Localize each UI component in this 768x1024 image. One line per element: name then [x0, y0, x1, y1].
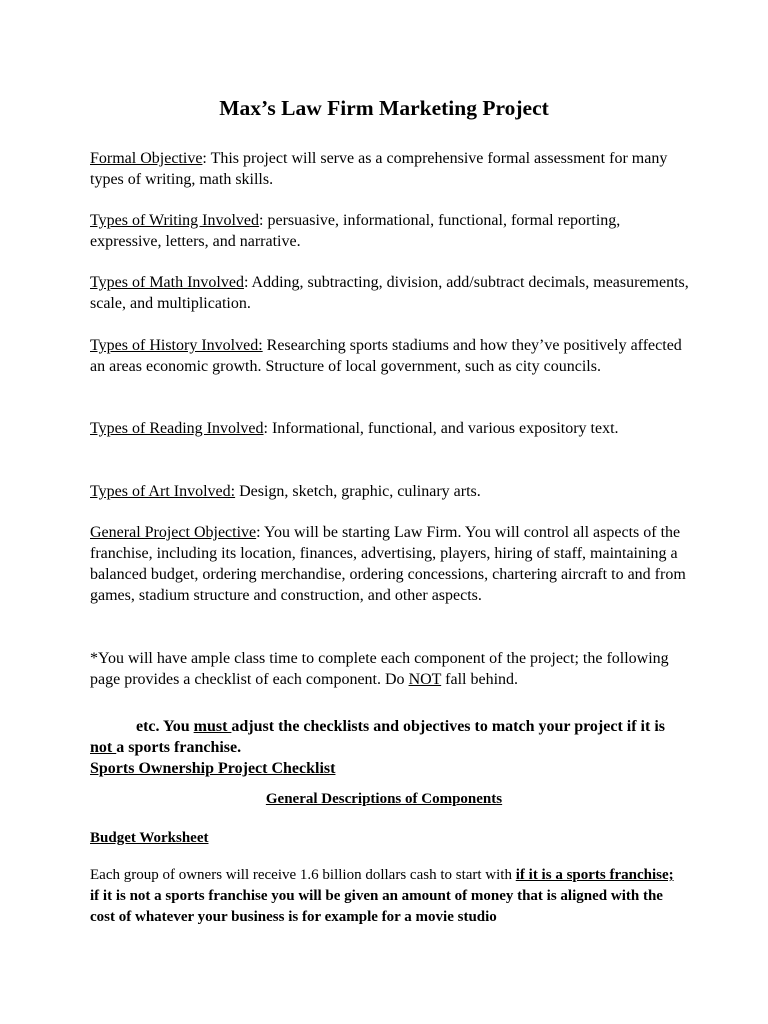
- history-text: Researching sports stadiums and how they’ve positively affected an areas economic growth. Structure of local government, such as city councils.: [90, 337, 682, 375]
- art-label: Types of Art Involved:: [90, 483, 236, 500]
- class-time-not: NOT: [408, 671, 442, 688]
- writing-label: Types of Writing Involved: [90, 212, 260, 229]
- adjust-note-must: must: [193, 718, 232, 735]
- adjust-note-paragraph: [90, 716, 690, 758]
- formal-objective-label: Formal Objective: [90, 150, 203, 167]
- formal-objective-text: : This project will serve as a comprehensive formal assessment for many types of writing, math skills.: [90, 150, 668, 188]
- art-paragraph: [90, 481, 690, 502]
- formal-objective-paragraph: [90, 148, 690, 190]
- history-paragraph: [90, 335, 690, 377]
- history-label: Types of History Involved:: [90, 337, 263, 354]
- math-label: Types of Math Involved: [90, 274, 244, 291]
- general-objective-text: : You will be starting Law Firm. You will control all aspects of the franchise, including its location, finances, advertising, players, hiring of staff, maintaining a balanced budget, ordering merchandise, ordering concessions, chartering aircraft to and from games, stadium structure and construction, and other aspects.: [90, 524, 686, 604]
- reading-paragraph: [90, 418, 690, 439]
- general-objective-paragraph: [90, 522, 690, 606]
- class-time-text-after: fall behind.: [441, 671, 519, 688]
- reading-text: : Informational, functional, and various expository text.: [263, 420, 619, 437]
- class-time-paragraph: [90, 648, 690, 690]
- writing-paragraph: [90, 210, 690, 252]
- page-title: Max’s Law Firm Marketing Project: [219, 96, 549, 120]
- checklist-heading: Sports Ownership Project Checklist: [90, 760, 336, 777]
- adjust-note-part2: adjust the checklists and objectives to match your project if it is: [231, 718, 665, 735]
- math-text: : Adding, subtracting, division, add/subtract decimals, measurements, scale, and multiplication.: [90, 274, 689, 312]
- adjust-note-part1: etc. You: [136, 718, 194, 735]
- budget-bold-rest: if it is not a sports franchise you will be given an amount of money that is aligned with the cost of whatever your business is for example for a movie studio: [90, 888, 663, 925]
- art-text: Design, sketch, graphic, culinary arts.: [235, 483, 481, 500]
- writing-text: : persuasive, informational, functional, formal reporting, expressive, letters, and narrative.: [90, 212, 621, 250]
- adjust-note-part3: a sports franchise.: [116, 739, 242, 756]
- adjust-note-not: not: [90, 739, 117, 756]
- general-objective-label: General Project Objective: [90, 524, 257, 541]
- math-paragraph: [90, 272, 690, 314]
- budget-heading: Budget Worksheet: [90, 830, 209, 846]
- components-heading: General Descriptions of Components: [265, 791, 503, 807]
- budget-text: Each group of owners will receive 1.6 billion dollars cash to start with: [90, 867, 516, 883]
- budget-paragraph: [90, 865, 678, 928]
- reading-label: Types of Reading Involved: [90, 420, 264, 437]
- class-time-text-before: *You will have ample class time to complete each component of the project; the following page provides a checklist of each component. Do: [90, 650, 669, 688]
- budget-bold-underlined: if it is a sports franchise;: [515, 867, 674, 883]
